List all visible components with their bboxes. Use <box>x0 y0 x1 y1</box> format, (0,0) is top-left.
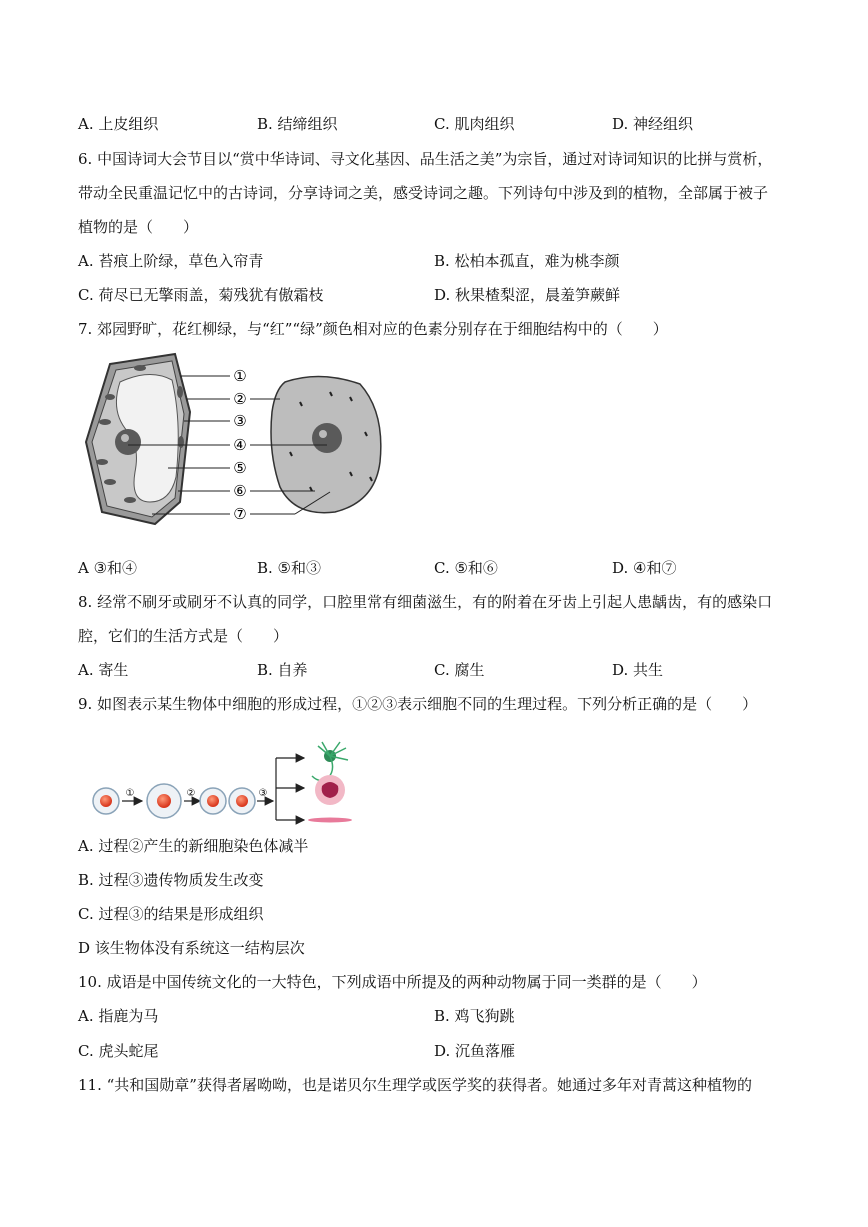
q7-option-a: A ③和④ <box>78 559 138 577</box>
blood-cell <box>315 775 345 805</box>
label-2: ② <box>233 390 247 408</box>
cell-1 <box>93 788 119 814</box>
process-3-label: ③ <box>258 788 268 799</box>
q7-stem: 7. 郊园野旷，花红柳绿，与“红”“绿”颜色相对应的色素分别存在于细胞结构中的（ ） <box>78 320 668 338</box>
q9-stem: 9. 如图表示某生物体中细胞的形成过程，①②③表示细胞不同的生理过程。下列分析正确的是（ ） <box>78 695 758 713</box>
label-3: ③ <box>233 412 247 430</box>
q6-option-c: C. 荷尽已无擎雨盖，菊残犹有傲霜枝 <box>78 286 324 304</box>
plant-cell <box>86 354 190 524</box>
label-5: ⑤ <box>233 459 247 477</box>
q8-option-c: C. 腐生 <box>434 661 485 679</box>
process-2-label: ② <box>186 788 196 799</box>
q6-option-b: B. 松柏本孤直，难为桃李颜 <box>434 252 620 270</box>
cell-4 <box>229 788 255 814</box>
q9-option-d: D 该生物体没有系统这一结构层次 <box>78 939 305 957</box>
q7-option-b: B. ⑤和③ <box>257 559 322 577</box>
q6-stem-line-2: 带动全民重温记忆中的古诗词，分享诗词之美，感受诗词之趣。下列诗句中涉及到的植物，全部属于被子 <box>78 184 769 202</box>
q6-stem-line-3: 植物的是（ ） <box>78 218 199 236</box>
q6-stem-line-1: 6. 中国诗词大会节目以“赏中华诗词、寻文化基因、品生活之美”为宗旨，通过对诗词知识的比拼与赏析， <box>78 150 773 168</box>
cell-2 <box>147 784 181 818</box>
label-6: ⑥ <box>233 482 247 500</box>
process-1-label: ① <box>125 788 135 799</box>
q8-option-b: B. 自养 <box>257 661 308 679</box>
label-1: ① <box>233 367 247 385</box>
q5-option-a: A. 上皮组织 <box>78 115 159 133</box>
q5-option-d: D. 神经组织 <box>612 115 694 133</box>
q10-stem: 10. 成语是中国传统文化的一大特色，下列成语中所提及的两种动物属于同一类群的是（ ） <box>78 973 707 991</box>
q7-option-c: C. ⑤和⑥ <box>434 559 498 577</box>
q10-option-a: A. 指鹿为马 <box>78 1007 159 1025</box>
q10-option-b: B. 鸡飞狗跳 <box>434 1007 515 1025</box>
neuron-cell <box>312 742 348 781</box>
label-4: ④ <box>233 436 247 454</box>
label-7: ⑦ <box>233 505 247 523</box>
cell-diagram-figure <box>80 352 390 532</box>
q8-option-a: A. 寄生 <box>78 661 129 679</box>
q5-option-c: C. 肌肉组织 <box>434 115 515 133</box>
q9-option-c: C. 过程③的结果是形成组织 <box>78 905 264 923</box>
q8-stem-line-2: 腔，它们的生活方式是（ ） <box>78 627 289 645</box>
cell-3 <box>200 788 226 814</box>
q8-stem-line-1: 8. 经常不刷牙或刷牙不认真的同学，口腔里常有细菌滋生，有的附着在牙齿上引起人患龋齿，有的感染口 <box>78 593 773 611</box>
q10-option-d: D. 沉鱼落雁 <box>434 1042 516 1060</box>
q10-option-c: C. 虎头蛇尾 <box>78 1042 159 1060</box>
q11-stem: 11. “共和国勋章”获得者屠呦呦，也是诺贝尔生理学或医学奖的获得者。她通过多年对青蒿这种植物的 <box>78 1076 752 1094</box>
q9-option-a: A. 过程②产生的新细胞染色体减半 <box>78 837 309 855</box>
cell-formation-figure <box>90 738 380 828</box>
q6-option-a: A. 苔痕上阶绿，草色入帘青 <box>78 252 264 270</box>
q6-option-d: D. 秋果楂梨涩，晨羞笋蕨鲜 <box>434 286 621 304</box>
muscle-cell <box>308 818 352 823</box>
q7-option-d: D. ④和⑦ <box>612 559 677 577</box>
q9-option-b: B. 过程③遗传物质发生改变 <box>78 871 264 889</box>
q8-option-d: D. 共生 <box>612 661 664 679</box>
q5-option-b: B. 结缔组织 <box>257 115 338 133</box>
